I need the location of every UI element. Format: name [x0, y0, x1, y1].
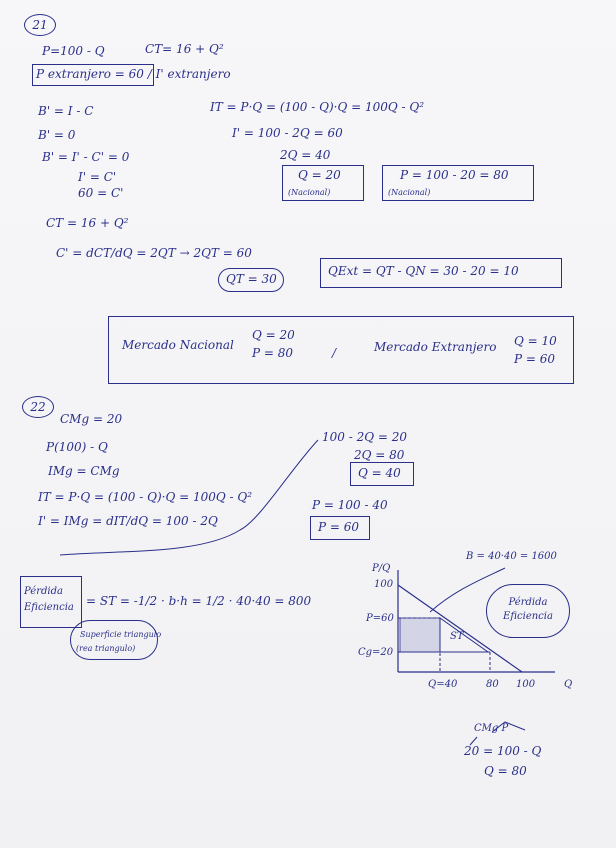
- foreign-q: Q = 10: [514, 334, 557, 348]
- area-note: Superficie triangulo: [80, 630, 162, 639]
- foreign-p: P = 60: [514, 352, 556, 366]
- loss-label: Pérdida Eficiencia: [24, 586, 74, 613]
- surplus-rect: [400, 618, 440, 652]
- q40: Q = 40: [358, 466, 401, 480]
- graph-loss-bubble: Pérdida Eficiencia: [503, 597, 553, 622]
- price-expr: P(100) - Q: [46, 440, 108, 454]
- bottom-q80: Q = 80: [484, 764, 527, 778]
- graph-area-formula: B = 40·40 = 1600: [466, 551, 557, 562]
- graph-y20: Cg=20: [358, 647, 394, 658]
- p60: P = 60: [318, 520, 360, 534]
- eq-100-2q: 100 - 2Q = 20: [322, 430, 408, 444]
- foreign-note: P extranjero = 60 / I' extranjero: [36, 67, 231, 81]
- qext: QExt = QT - QN = 30 - 20 = 10: [328, 264, 519, 278]
- area-note-2: (rea triangulo): [76, 644, 136, 653]
- i-eq-c: I' = C': [78, 170, 117, 184]
- q20-note: (Nacional): [288, 188, 331, 197]
- graph-x80: 80: [486, 679, 499, 690]
- cost-eq: CT= 16 + Q²: [145, 42, 224, 56]
- marginal-income-22: I' = IMg = dIT/dQ = 100 - 2Q: [38, 514, 218, 528]
- p80: P = 100 - 20 = 80: [400, 168, 509, 182]
- marginal-cost: C' = dCT/dQ = 2QT → 2QT = 60: [56, 246, 252, 260]
- bottom-cmg-p: CMg P: [474, 723, 509, 734]
- marginal-income-21: I' = 100 - 2Q = 60: [232, 126, 343, 140]
- graph-x-label: Q: [564, 679, 573, 690]
- national-p: P = 80: [252, 346, 294, 360]
- problem-21-number: 21: [24, 14, 56, 36]
- national-q: Q = 20: [252, 328, 295, 342]
- q20: Q = 20: [298, 168, 341, 182]
- graph-y-label: P/Q: [372, 563, 391, 574]
- p-calc: P = 100 - 40: [312, 498, 388, 512]
- national-market: Mercado Nacional: [122, 338, 234, 352]
- foreign-market: Mercado Extranjero: [374, 340, 497, 354]
- it-expression-22: IT = P·Q = (100 - Q)·Q = 100Q - Q²: [38, 490, 253, 504]
- problem-22-number: 22: [22, 396, 54, 418]
- profit-zero: B' = 0: [38, 128, 76, 142]
- demand-eq: P=100 - Q: [42, 44, 105, 58]
- graph-y60: P=60: [366, 613, 394, 624]
- cmg-20: CMg = 20: [60, 412, 123, 426]
- two-q-40: 2Q = 40: [280, 148, 331, 162]
- graph-x40: Q=40: [428, 679, 458, 690]
- graph-x100: 100: [516, 679, 536, 690]
- img-cmg: IMg = CMg: [48, 464, 120, 478]
- bottom-eq: 20 = 100 - Q: [464, 744, 542, 758]
- graph-y100: 100: [374, 579, 394, 590]
- ct-again: CT = 16 + Q²: [46, 216, 129, 230]
- it-expression-21: IT = P·Q = (100 - Q)·Q = 100Q - Q²: [210, 100, 425, 114]
- eq-2q-80: 2Q = 80: [354, 448, 405, 462]
- sixty-c: 60 = C': [78, 186, 124, 200]
- profit-deriv: B' = I' - C' = 0: [42, 150, 130, 164]
- markets-separator: /: [332, 346, 337, 360]
- profit-eq: B' = I - C: [38, 104, 94, 118]
- p80-note: (Nacional): [388, 188, 431, 197]
- graph-st-label: ST: [450, 631, 464, 642]
- st-triangle: [440, 618, 488, 652]
- loss-calc: = ST = -1/2 · b·h = 1/2 · 40·40 = 800: [86, 594, 312, 608]
- qt30: QT = 30: [226, 272, 277, 286]
